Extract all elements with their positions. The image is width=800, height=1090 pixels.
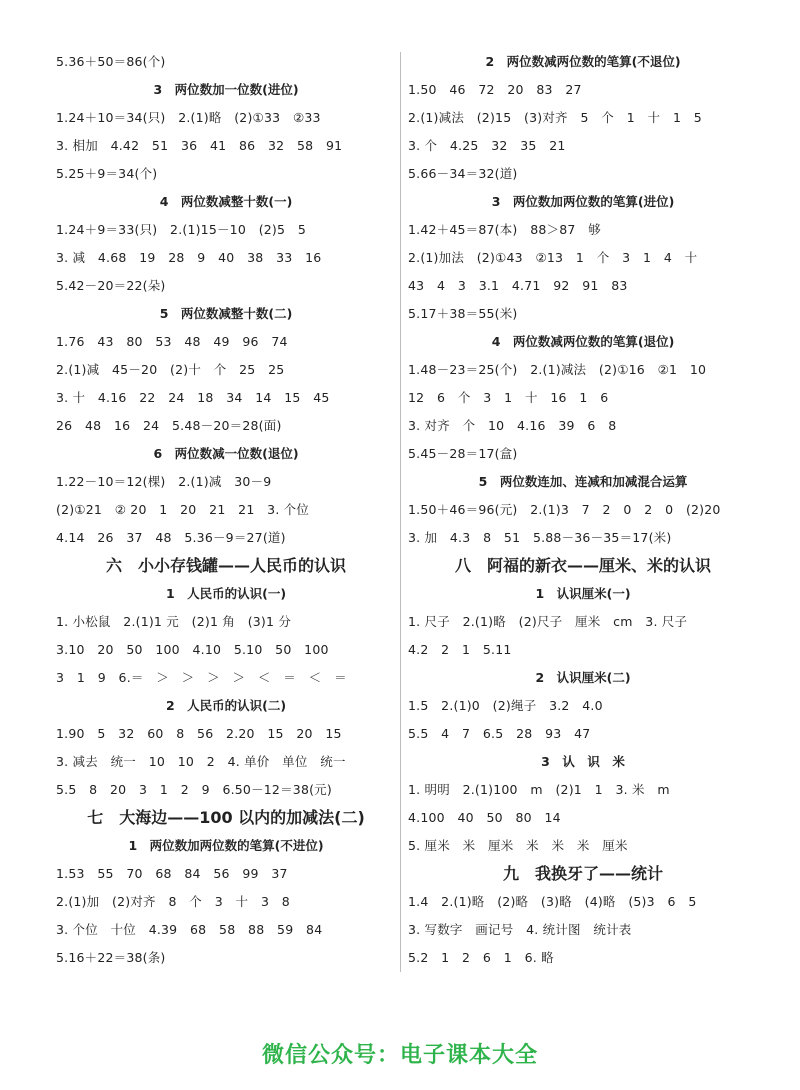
answer-line: 26 48 16 24 5.48－20＝28(面): [56, 418, 282, 433]
section-heading: 1 两位数加两位数的笔算(不进位): [128, 838, 324, 853]
section-heading: 1 认识厘米(一): [535, 586, 631, 601]
answer-line: 5.5 4 7 6.5 28 93 47: [408, 726, 591, 741]
column-divider: [400, 52, 401, 972]
section-heading: 3 两位数加一位数(进位): [153, 82, 299, 97]
answer-line: 1.22－10＝12(棵) 2.(1)减 30－9: [56, 474, 272, 489]
answer-line: 5. 厘米 米 厘米 米 米 米 厘米: [408, 838, 628, 853]
section-heading: 2 两位数减两位数的笔算(不退位): [485, 54, 681, 69]
answer-line: 5.25＋9＝34(个): [56, 166, 158, 181]
answer-line: 1.53 55 70 68 84 56 99 37: [56, 866, 288, 881]
answer-line: 3. 减去 统一 10 10 2 4. 单价 单位 统一: [56, 754, 346, 769]
answer-line: 1. 明明 2.(1)100 m (2)1 1 3. 米 m: [408, 782, 670, 797]
section-heading: 5 两位数连加、连减和加减混合运算: [478, 474, 688, 489]
chapter-heading: 八 阿福的新衣——厘米、米的认识: [454, 556, 711, 575]
answer-line: 4.14 26 37 48 5.36－9＝27(道): [56, 530, 286, 545]
answer-line: 5.42－20＝22(朵): [56, 278, 166, 293]
answer-line: 5.5 8 20 3 1 2 9 6.50－12＝38(元): [56, 782, 332, 797]
answer-line: 3. 写数字 画记号 4. 统计图 统计表: [408, 922, 632, 937]
section-heading: 4 两位数减整十数(一): [159, 194, 293, 209]
answer-line: 3. 相加 4.42 51 36 41 86 32 58 91: [56, 138, 343, 153]
answer-line: 2.(1)加 (2)对齐 8 个 3 十 3 8: [56, 894, 290, 909]
answer-line: 3 1 9 6.＝ ＞ ＞ ＞ ＞ ＜ ＝ ＜ ＝: [56, 670, 347, 685]
answer-line: 5.17＋38＝55(米): [408, 306, 518, 321]
answer-line: 5.66－34＝32(道): [408, 166, 518, 181]
answer-line: 3. 个位 十位 4.39 68 58 88 59 84: [56, 922, 323, 937]
chapter-heading: 六 小小存钱罐——人民币的认识: [105, 556, 346, 575]
section-heading: 2 认识厘米(二): [535, 670, 631, 685]
answer-line: 1.24＋9＝33(只) 2.(1)15－10 (2)5 5: [56, 222, 307, 237]
answer-line: 3.10 20 50 100 4.10 5.10 50 100: [56, 642, 329, 657]
answer-line: 1.4 2.(1)略 (2)略 (3)略 (4)略 (5)3 6 5: [408, 894, 697, 909]
chapter-heading: 九 我换牙了——统计: [502, 864, 663, 883]
chapter-heading: 七 大海边——100 以内的加减法(二): [87, 808, 365, 827]
answer-line: 3. 十 4.16 22 24 18 34 14 15 45: [56, 390, 330, 405]
section-heading: 1 人民币的认识(一): [165, 586, 287, 601]
answer-line: 5.36＋50＝86(个): [56, 54, 166, 69]
watermark-footer: 微信公众号：电子课本大全: [261, 1043, 538, 1068]
answer-line: 2.(1)减 45－20 (2)十 个 25 25: [56, 362, 285, 377]
answer-line: 43 4 3 3.1 4.71 92 91 83: [408, 278, 628, 293]
answer-line: 1.90 5 32 60 8 56 2.20 15 20 15: [56, 726, 342, 741]
answer-line: 5.45－28＝17(盒): [408, 446, 518, 461]
answer-line: 1. 尺子 2.(1)略 (2)尺子 厘米 cm 3. 尺子: [408, 614, 688, 629]
answer-line: 5.2 1 2 6 1 6. 略: [408, 950, 554, 965]
answer-line: 5.16＋22＝38(条): [56, 950, 166, 965]
answer-line: 2.(1)减法 (2)15 (3)对齐 5 个 1 十 1 5: [408, 110, 702, 125]
section-heading: 2 人民币的认识(二): [165, 698, 287, 713]
answer-line: 4.100 40 50 80 14: [408, 810, 561, 825]
answer-line: 3. 加 4.3 8 51 5.88－36－35＝17(米): [408, 530, 672, 545]
answer-line: 1.76 43 80 53 48 49 96 74: [56, 334, 288, 349]
section-heading: 6 两位数减一位数(退位): [153, 446, 299, 461]
answer-line: 3. 个 4.25 32 35 21: [408, 138, 566, 153]
answer-line: 1.5 2.(1)0 (2)绳子 3.2 4.0: [408, 698, 603, 713]
answer-line: 2.(1)加法 (2)①43 ②13 1 个 3 1 4 十: [408, 250, 698, 265]
left-column: [56, 48, 396, 972]
answer-line: 1.42＋45＝87(本) 88＞87 够: [408, 222, 601, 237]
answer-line: (2)①21 ② 20 1 20 21 21 3. 个位: [56, 502, 310, 517]
answer-line: 1.24＋10＝34(只) 2.(1)略 (2)①33 ②33: [56, 110, 321, 125]
answer-line: 1.48－23＝25(个) 2.(1)减法 (2)①16 ②1 10: [408, 362, 707, 377]
section-heading: 3 两位数加两位数的笔算(进位): [491, 194, 675, 209]
right-column: [408, 48, 758, 972]
section-heading: 3 认 识 米: [541, 754, 625, 769]
answer-line: 1.50 46 72 20 83 27: [408, 82, 582, 97]
section-heading: 5 两位数减整十数(二): [159, 306, 293, 321]
section-heading: 4 两位数减两位数的笔算(退位): [491, 334, 675, 349]
answer-line: 3. 减 4.68 19 28 9 40 38 33 16: [56, 250, 322, 265]
answer-line: 12 6 个 3 1 十 16 1 6: [408, 390, 609, 405]
answer-line: 3. 对齐 个 10 4.16 39 6 8: [408, 418, 617, 433]
answer-line: 4.2 2 1 5.11: [408, 642, 512, 657]
answer-line: 1. 小松鼠 2.(1)1 元 (2)1 角 (3)1 分: [56, 614, 292, 629]
answer-line: 1.50＋46＝96(元) 2.(1)3 7 2 0 2 0 (2)20: [408, 502, 721, 517]
